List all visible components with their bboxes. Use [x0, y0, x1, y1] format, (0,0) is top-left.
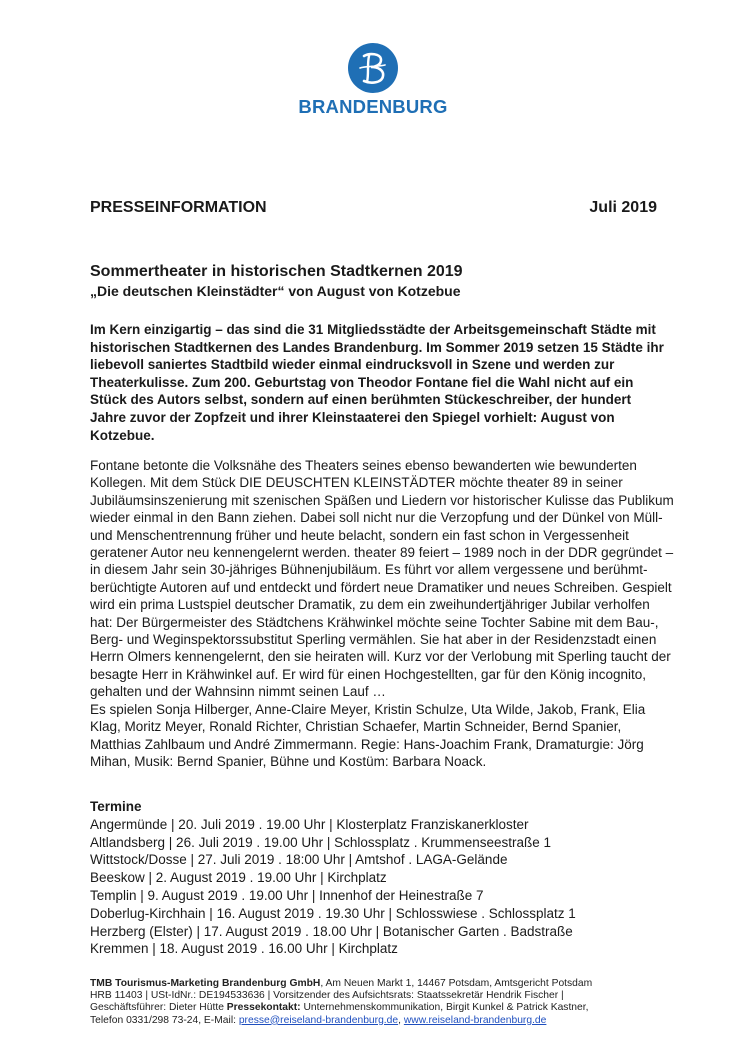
footer-line-3	[90, 1002, 670, 1014]
brandenburg-emblem-icon	[347, 42, 399, 94]
lead-paragraph: Im Kern einzigartig – das sind die 31 Mitgliedsstädte der Arbeitsgemeinschaft Städte mit historischen Stadtkernen des Landes Brandenburg. Im Sommer 2019 setzen 15 Städte ihr liebevoll saniertes Stadtbild wieder einmal eindrucksvoll in Szene und werden zur Theaterkulisse. Zum 200. Geburtstag von Theodor Fontane fiel die Wahl nicht auf ein Stück des Autors selbst, sondern auf einen berühmten Stückeschreiber, der hundert Jahre zuvor der Zopfzeit und ihrer Kleinstaaterei den Spiegel vorhielt: August von Kotzebue.	[90, 322, 664, 443]
schedule-row: Templin | 9. August 2019 . 19.00 Uhr | Innenhof der Heinestraße 7	[90, 887, 484, 903]
schedule-heading: Termine	[90, 799, 142, 814]
schedule-row: Altlandsberg | 26. Juli 2019 . 19.00 Uhr | Schlossplatz . Krummenseestraße 1	[90, 834, 551, 850]
press-label: PRESSEINFORMATION	[90, 199, 267, 216]
body-paragraph-2: Es spielen Sonja Hilberger, Anne-Claire Meyer, Kristin Schulze, Uta Wilde, Jakob, Frank, Elia Klag, Moritz Meyer, Ronald Richter, Christian Schaefer, Martin Schneider, Bernd Spanier, Matthias Zahlbaum und André Zimmermann. Regie: Hans-Joachim Frank, Dramaturgie: Jörg Mihan, Musik: Bernd Spanier, Bühne und Kostüm: Barbara Noack.	[90, 701, 646, 769]
press-header	[90, 199, 657, 217]
footer-address: , Am Neuen Markt 1, 14467 Potsdam, Amtsgericht Potsdam	[320, 978, 593, 989]
schedule-row: Kremmen | 18. August 2019 . 16.00 Uhr | Kirchplatz	[90, 941, 398, 957]
schedule-row: Wittstock/Dosse | 27. Juli 2019 . 18:00 Uhr | Amtshof . LAGA-Gelände	[90, 852, 508, 868]
schedule-row: Herzberg (Elster) | 17. August 2019 . 18.00 Uhr | Botanischer Garten . Badstraße	[90, 923, 573, 939]
footer-management: Geschäftsführer: Dieter Hütte	[90, 1002, 227, 1014]
email-link[interactable]: presse@reiseland-brandenburg.de	[238, 1014, 399, 1026]
footer-company: TMB Tourismus-Marketing Brandenburg GmbH	[90, 978, 321, 989]
brand-wordmark: BRANDENBURG	[298, 96, 448, 117]
body-paragraph-1: Fontane betonte die Volksnähe des Theaters seines ebenso bewanderten wie bewunderten Kollegen. Mit dem Stück DIE DEUSCHTEN KLEINSTÄDTER möchte theater 89 in seiner Jubiläumsinszenierung mit szenischen Späßen und Liedern vor historischer Kulisse das Publikum wieder einmal in den Bann ziehen. Dabei soll nicht nur die Verzopfung und der Dünkel von Müll- und Menschentrennung früher und heute belacht, sondern ein fast schon in Vergessenheit geratener Autor neu kennengelernt werden. theater 89 feiert – 1989 noch in der DDR gegründet – in diesem Jahr sein 30-jähriges Bühnenjubiläum. Es führt vor allem vergessene und berühmt-berüchtigte Autoren auf und entdeckt und fördert neue Dramatiker und neues Schreiben. Gespielt wird ein prima Lustspiel deutscher Dramatik, zu dem ein zweihundertjähriger Jubilar verholfen hat: Der Bürgermeister des Städtchens Krähwinkel möchte seine Tochter Sabine mit dem Bau-, Berg- und Weginspektorssubstitut Sperling vermählen. Sie hat aber in der Residenzstadt einen Herrn Olmers kennengelernt, den sie heiraten will. Kurz vor der Verlobung mit Sperling taucht der besagte Herr in Krähwinkel auf. Er wird für einen Hochgestellten, gar für den König incognito, gehalten und der Wahnsinn nimmt seinen Lauf …	[90, 458, 674, 700]
schedule-section	[90, 798, 670, 958]
schedule-row: Beeskow | 2. August 2019 . 19.00 Uhr | Kirchplatz	[90, 870, 387, 886]
footer-imprint	[90, 978, 670, 1027]
footer-press-label: Pressekontakt:	[226, 1002, 301, 1014]
article-title: Sommertheater in historischen Stadtkernen 2019	[90, 263, 463, 280]
footer-line-4	[90, 1015, 670, 1027]
schedule-row: Doberlug-Kirchhain | 16. August 2019 . 19.30 Uhr | Schlosswiese . Schlossplatz 1	[90, 905, 576, 921]
brandenburg-logo	[290, 42, 456, 118]
website-link[interactable]: www.reiseland-brandenburg.de	[403, 1014, 547, 1026]
article-title-block	[90, 262, 660, 300]
article-subtitle: „Die deutschen Kleinstädter“ von August von Kotzebue	[90, 283, 461, 299]
schedule-row: Angermünde | 20. Juli 2019 . 19.00 Uhr | Klosterplatz Franziskanerkloster	[90, 816, 529, 832]
body-text	[90, 457, 675, 770]
footer-line-1	[90, 978, 670, 990]
footer-press-contacts: Unternehmenskommunikation, Birgit Kunkel & Patrick Kastner,	[300, 1002, 589, 1014]
footer-phone: Telefon 0331/298 73-24, E-Mail:	[90, 1014, 239, 1026]
press-date: Juli 2019	[589, 199, 657, 216]
footer-line-2: HRB 11403 | USt-IdNr.: DE194533636 | Vorsitzender des Aufsichtsrats: Staatssekretär Hendrik Fischer |	[90, 990, 564, 1002]
footer-separator: ,	[398, 1014, 404, 1026]
